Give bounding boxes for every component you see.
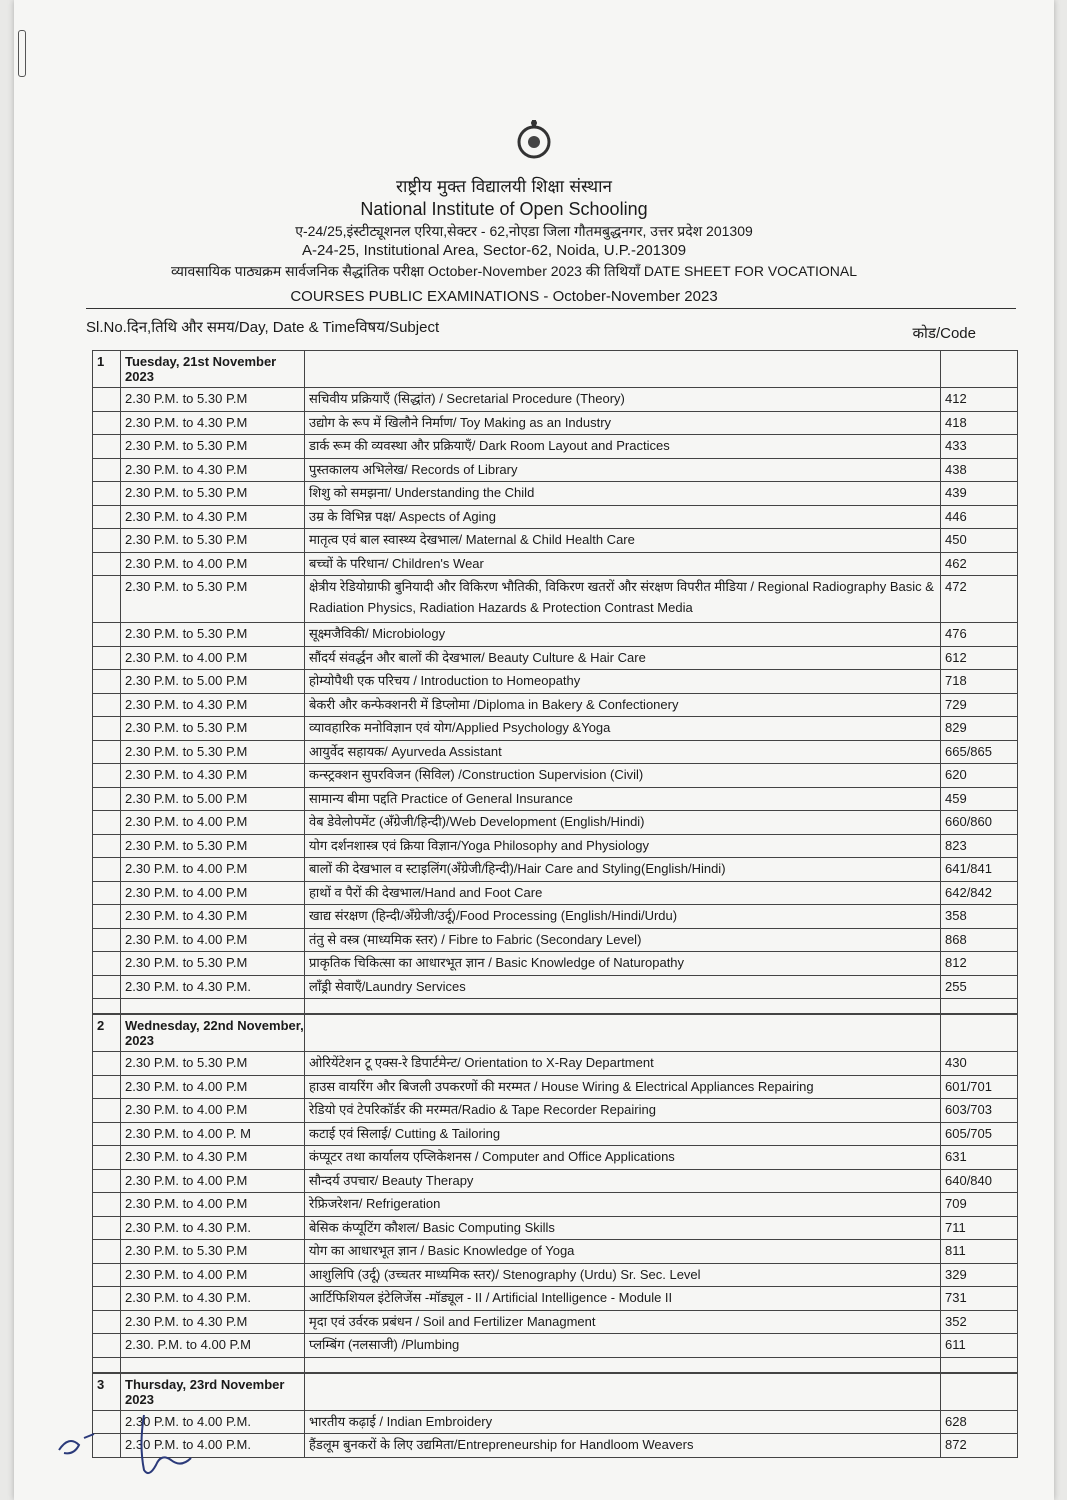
subject-code: 476	[940, 623, 1018, 646]
exam-row	[92, 1217, 1018, 1241]
exam-time: 2.30 P.M. to 4.30 P.M	[120, 694, 304, 717]
exam-time: 2.30 P.M. to 5.30 P.M	[120, 435, 304, 458]
exam-subject: बेकरी और कन्फेक्शनरी में डिप्लोमा /Diploma in Bakery & Confectionery	[304, 694, 940, 717]
document-page	[14, 0, 1054, 1500]
exam-subject: प्राकृतिक चिकित्सा का आधारभूत ज्ञान / Basic Knowledge of Naturopathy	[304, 952, 940, 975]
column-header-left: Sl.No.दिन,तिथि और समय/Day, Date & Timeविषय/Subject	[86, 319, 440, 336]
subject-code: 642/842	[940, 882, 1018, 905]
exam-time: 2.30 P.M. to 5.30 P.M	[120, 576, 304, 622]
serial-cell-empty	[92, 976, 120, 999]
serial-cell-empty	[92, 1052, 120, 1075]
address-english: A-24-25, Institutional Area, Sector-62, Noida, U.P.-201309	[301, 242, 687, 259]
serial-cell-empty	[92, 858, 120, 881]
subject-code: 731	[940, 1287, 1018, 1310]
serial-cell-empty	[92, 1099, 120, 1122]
exam-time: 2.30 P.M. to 4.30 P.M	[120, 1146, 304, 1169]
subject-code: 329	[940, 1264, 1018, 1287]
exam-row	[92, 1434, 1018, 1458]
subject-code: 718	[940, 670, 1018, 693]
column-headers	[86, 308, 1016, 342]
subject-code: 412	[940, 388, 1018, 411]
exam-time: 2.30 P.M. to 4.30 P.M	[120, 412, 304, 435]
serial-number: 1	[92, 351, 120, 387]
subject-code: 446	[940, 506, 1018, 529]
serial-cell-empty	[92, 717, 120, 740]
exam-subject: उम्र के विभिन्न पक्ष/ Aspects of Aging	[304, 506, 940, 529]
serial-cell-empty	[92, 506, 120, 529]
exam-subject: सौंदर्य संवर्द्धन और बालों की देखभाल/ Beauty Culture & Hair Care	[304, 647, 940, 670]
exam-subject: योग दर्शनशास्त्र एवं क्रिया विज्ञान/Yoga Philosophy and Physiology	[304, 835, 940, 858]
serial-cell-empty	[92, 435, 120, 458]
exam-subject: पुस्तकालय अभिलेख/ Records of Library	[304, 459, 940, 482]
code-cell-empty	[940, 351, 1018, 387]
exam-row	[92, 412, 1018, 436]
exam-day-date: Wednesday, 22nd November, 2023	[120, 1015, 304, 1051]
exam-day-date: Thursday, 23rd November 2023	[120, 1374, 304, 1410]
exam-subject: उद्योग के रूप में खिलौने निर्माण/ Toy Making as an Industry	[304, 412, 940, 435]
subject-code: 358	[940, 905, 1018, 928]
exam-row	[92, 647, 1018, 671]
exam-time: 2.30 P.M. to 4.00 P.M	[120, 553, 304, 576]
serial-cell-empty	[92, 1264, 120, 1287]
exam-subject: लॉंड्री सेवाएँ/Laundry Services	[304, 976, 940, 999]
day-separator	[92, 1358, 1018, 1373]
serial-cell-empty	[92, 459, 120, 482]
subject-code: 729	[940, 694, 1018, 717]
exam-row	[92, 506, 1018, 530]
subject-code: 462	[940, 553, 1018, 576]
day-header-row	[92, 1373, 1018, 1411]
exam-subject: क्षेत्रीय रेडियोग्राफी बुनियादी और विकिरण भौतिकी, विकिरण खतरों और संरक्षण विपरीत मीडिया / Regional Radiography Basic & Radiation Physics, Radiation Hazards & Protection Contrast Media	[304, 576, 940, 622]
exam-row	[92, 1193, 1018, 1217]
exam-time: 2.30 P.M. to 4.00 P.M	[120, 1076, 304, 1099]
exam-subject: तंतु से वस्त्र (माध्यमिक स्तर) / Fibre to Fabric (Secondary Level)	[304, 929, 940, 952]
exam-subject: खाद्य संरक्षण (हिन्दी/अँग्रेजी/उर्दू)/Food Processing (English/Hindi/Urdu)	[304, 905, 940, 928]
exam-row	[92, 717, 1018, 741]
subject-cell-empty	[304, 351, 940, 387]
exam-subject: प्लम्बिंग (नलसाजी) /Plumbing	[304, 1334, 940, 1357]
serial-cell-empty	[92, 1311, 120, 1334]
serial-cell-empty	[92, 835, 120, 858]
serial-cell-empty	[92, 1334, 120, 1357]
exam-row	[92, 1240, 1018, 1264]
exam-row	[92, 529, 1018, 553]
exam-time: 2.30 P.M. to 4.00 P.M	[120, 1170, 304, 1193]
exam-time: 2.30 P.M. to 4.00 P.M	[120, 1193, 304, 1216]
exam-row	[92, 576, 1018, 623]
day-separator	[92, 999, 1018, 1014]
exam-subject: व्यावहारिक मनोविज्ञान एवं योग/Applied Psychology &Yoga	[304, 717, 940, 740]
datesheet-table	[92, 350, 1018, 1458]
column-header-code: कोड/Code	[912, 325, 976, 342]
subject-code: 439	[940, 482, 1018, 505]
exam-time: 2.30 P.M. to 5.30 P.M	[120, 741, 304, 764]
code-cell-empty	[940, 1374, 1018, 1410]
exam-time: 2.30 P.M. to 4.30 P.M.	[120, 1217, 304, 1240]
separator-cell	[304, 1358, 940, 1372]
serial-number: 3	[92, 1374, 120, 1410]
serial-cell-empty	[92, 1240, 120, 1263]
subject-code: 640/840	[940, 1170, 1018, 1193]
day-header-row	[92, 1014, 1018, 1052]
exam-time: 2.30 P.M. to 5.30 P.M	[120, 1052, 304, 1075]
exam-time: 2.30 P.M. to 4.00 P.M.	[120, 1434, 304, 1457]
exam-time: 2.30 P.M. to 4.00 P. M	[120, 1123, 304, 1146]
subject-code: 711	[940, 1217, 1018, 1240]
exam-row	[92, 835, 1018, 859]
subject-code: 418	[940, 412, 1018, 435]
subject-code: 255	[940, 976, 1018, 999]
exam-subject: आयुर्वेद सहायक/ Ayurveda Assistant	[304, 741, 940, 764]
exam-row	[92, 1287, 1018, 1311]
exam-time: 2.30 P.M. to 4.30 P.M	[120, 506, 304, 529]
exam-row	[92, 952, 1018, 976]
exam-subject: रेडियो एवं टेपरिकॉर्डर की मरम्मत/Radio & Tape Recorder Repairing	[304, 1099, 940, 1122]
exam-row	[92, 1146, 1018, 1170]
exam-time: 2.30 P.M. to 4.30 P.M.	[120, 976, 304, 999]
handwritten-signature	[54, 1410, 194, 1480]
exam-row	[92, 482, 1018, 506]
exam-row	[92, 1264, 1018, 1288]
exam-row	[92, 1170, 1018, 1194]
subject-code: 812	[940, 952, 1018, 975]
exam-row	[92, 388, 1018, 412]
exam-subject: बच्चों के परिधान/ Children's Wear	[304, 553, 940, 576]
exam-row	[92, 1123, 1018, 1147]
exam-time: 2.30 P.M. to 5.00 P.M	[120, 670, 304, 693]
exam-time: 2.30 P.M. to 4.00 P.M	[120, 647, 304, 670]
exam-time: 2.30 P.M. to 5.30 P.M	[120, 835, 304, 858]
exam-row	[92, 1334, 1018, 1358]
exam-row	[92, 670, 1018, 694]
exam-subject: रेफ्रिजरेशन/ Refrigeration	[304, 1193, 940, 1216]
institute-name-hindi: राष्ट्रीय मुक्त विद्यालयी शिक्षा संस्थान	[396, 177, 612, 197]
exam-row	[92, 1311, 1018, 1335]
exam-subject: शिशु को समझना/ Understanding the Child	[304, 482, 940, 505]
exam-time: 2.30 P.M. to 4.00 P.M	[120, 882, 304, 905]
exam-row	[92, 882, 1018, 906]
exam-subject: ओरियेंटेशन टू एक्स-रे डिपार्टमेन्ट/ Orientation to X-Ray Department	[304, 1052, 940, 1075]
exam-time: 2.30. P.M. to 4.00 P.M	[120, 1334, 304, 1357]
exam-time: 2.30 P.M. to 5.00 P.M	[120, 788, 304, 811]
exam-time: 2.30 P.M. to 5.30 P.M	[120, 717, 304, 740]
subject-code: 829	[940, 717, 1018, 740]
subject-code: 612	[940, 647, 1018, 670]
exam-time: 2.30 P.M. to 4.30 P.M	[120, 905, 304, 928]
subject-code: 438	[940, 459, 1018, 482]
separator-cell	[304, 999, 940, 1013]
exam-time: 2.30 P.M. to 5.30 P.M	[120, 482, 304, 505]
exam-subject: सचिवीय प्रक्रियाएँ (सिद्धांत) / Secretarial Procedure (Theory)	[304, 388, 940, 411]
exam-row	[92, 1076, 1018, 1100]
subject-code: 641/841	[940, 858, 1018, 881]
serial-cell-empty	[92, 670, 120, 693]
subject-code: 709	[940, 1193, 1018, 1216]
serial-cell-empty	[92, 576, 120, 622]
serial-cell-empty	[92, 882, 120, 905]
serial-cell-empty	[92, 741, 120, 764]
exam-row	[92, 929, 1018, 953]
serial-cell-empty	[92, 952, 120, 975]
code-cell-empty	[940, 1015, 1018, 1051]
exam-time: 2.30 P.M. to 4.00 P.M	[120, 1264, 304, 1287]
subject-code: 811	[940, 1240, 1018, 1263]
exam-subject: सौन्दर्य उपचार/ Beauty Therapy	[304, 1170, 940, 1193]
subject-code: 631	[940, 1146, 1018, 1169]
subject-code: 605/705	[940, 1123, 1018, 1146]
exam-subject: होम्योपैथी एक परिचय / Introduction to Homeopathy	[304, 670, 940, 693]
subject-code: 430	[940, 1052, 1018, 1075]
exam-row	[92, 788, 1018, 812]
exam-subject: डार्क रूम की व्यवस्था और प्रक्रियाएँ/ Dark Room Layout and Practices	[304, 435, 940, 458]
exam-time: 2.30 P.M. to 5.30 P.M	[120, 623, 304, 646]
exam-subject: मातृत्व एवं बाल स्वास्थ्य देखभाल/ Maternal & Child Health Care	[304, 529, 940, 552]
serial-cell-empty	[92, 647, 120, 670]
institute-name-english: National Institute of Open Schooling	[360, 199, 648, 219]
exam-row	[92, 459, 1018, 483]
separator-cell	[92, 1358, 120, 1372]
exam-subject: कटाई एवं सिलाई/ Cutting & Tailoring	[304, 1123, 940, 1146]
exam-time: 2.30 P.M. to 4.30 P.M	[120, 1311, 304, 1334]
exam-subject: योग का आधारभूत ज्ञान / Basic Knowledge of Yoga	[304, 1240, 940, 1263]
exam-subject: वेब डेवेलोपमेंट (अँग्रेजी/हिन्दी)/Web Development (English/Hindi)	[304, 811, 940, 834]
separator-cell	[92, 999, 120, 1013]
separator-cell	[940, 999, 1018, 1013]
exam-time: 2.30 P.M. to 5.30 P.M	[120, 388, 304, 411]
binder-hole-mark	[18, 30, 26, 77]
exam-time: 2.30 P.M. to 5.30 P.M	[120, 1240, 304, 1263]
exam-row	[92, 694, 1018, 718]
serial-cell-empty	[92, 1217, 120, 1240]
exam-row	[92, 435, 1018, 459]
serial-cell-empty	[92, 623, 120, 646]
exam-subject: हैंडलूम बुनकरों के लिए उद्यमिता/Entrepreneurship for Handloom Weavers	[304, 1434, 940, 1457]
separator-cell	[120, 999, 304, 1013]
exam-row	[92, 1411, 1018, 1435]
exam-day-date: Tuesday, 21st November 2023	[120, 351, 304, 387]
exam-row	[92, 905, 1018, 929]
subject-code: 872	[940, 1434, 1018, 1457]
subject-code: 433	[940, 435, 1018, 458]
serial-cell-empty	[92, 388, 120, 411]
exam-row	[92, 553, 1018, 577]
subject-code: 660/860	[940, 811, 1018, 834]
serial-cell-empty	[92, 764, 120, 787]
exam-subject: सामान्य बीमा पद्दति Practice of General Insurance	[304, 788, 940, 811]
subject-code: 450	[940, 529, 1018, 552]
subject-code: 868	[940, 929, 1018, 952]
address-hindi: ए-24/25,इंस्टीट्यूशनल एरिया,सेक्टर - 62,नोएडा जिला गौतमबुद्धनगर, उत्तर प्रदेश 201309	[295, 223, 753, 239]
day-header-row	[92, 350, 1018, 388]
subject-code: 472	[940, 576, 1018, 622]
exam-row	[92, 764, 1018, 788]
subject-cell-empty	[304, 1015, 940, 1051]
exam-row	[92, 1099, 1018, 1123]
exam-subject: कंप्यूटर तथा कार्यालय एप्लिकेशनस / Computer and Office Applications	[304, 1146, 940, 1169]
exam-time: 2.30 P.M. to 4.00 P.M.	[120, 1411, 304, 1434]
exam-row	[92, 741, 1018, 765]
exam-time: 2.30 P.M. to 5.30 P.M	[120, 952, 304, 975]
exam-subject: हाउस वायरिंग और बिजली उपकरणों की मरम्मत / House Wiring & Electrical Appliances Repairing	[304, 1076, 940, 1099]
exam-row	[92, 976, 1018, 1000]
subject-code: 352	[940, 1311, 1018, 1334]
serial-cell-empty	[92, 905, 120, 928]
exam-time: 2.30 P.M. to 4.00 P.M	[120, 858, 304, 881]
exam-subject: बालों की देखभाल व स्टाइलिंग(अँग्रेजी/हिन्दी)/Hair Care and Styling(English/Hindi)	[304, 858, 940, 881]
serial-cell-empty	[92, 788, 120, 811]
exam-time: 2.30 P.M. to 4.00 P.M	[120, 1099, 304, 1122]
serial-cell-empty	[92, 482, 120, 505]
subject-code: 665/865	[940, 741, 1018, 764]
serial-cell-empty	[92, 1076, 120, 1099]
serial-cell-empty	[92, 1123, 120, 1146]
serial-number: 2	[92, 1015, 120, 1051]
serial-cell-empty	[92, 553, 120, 576]
subject-code: 823	[940, 835, 1018, 858]
datesheet-title-line1: व्यावसायिक पाठ्यक्रम सार्वजनिक सैद्धांतिक परीक्षा October-November 2023 की तिथियाँ DATE SHEET FOR VOCATIONAL	[170, 263, 858, 279]
subject-code: 611	[940, 1334, 1018, 1357]
subject-code: 628	[940, 1411, 1018, 1434]
serial-cell-empty	[92, 1146, 120, 1169]
exam-time: 2.30 P.M. to 4.30 P.M.	[120, 1287, 304, 1310]
serial-cell-empty	[92, 694, 120, 717]
exam-time: 2.30 P.M. to 4.00 P.M	[120, 929, 304, 952]
serial-cell-empty	[92, 929, 120, 952]
subject-code: 601/701	[940, 1076, 1018, 1099]
exam-subject: हाथों व पैरों की देखभाल/Hand and Foot Care	[304, 882, 940, 905]
separator-cell	[120, 1358, 304, 1372]
separator-cell	[940, 1358, 1018, 1372]
exam-row	[92, 811, 1018, 835]
exam-subject: मृदा एवं उर्वरक प्रबंधन / Soil and Fertilizer Managment	[304, 1311, 940, 1334]
exam-subject: आशुलिपि (उर्दू) (उच्चतर माध्यमिक स्तर)/ Stenography (Urdu) Sr. Sec. Level	[304, 1264, 940, 1287]
exam-subject: आर्टिफिशियल इंटेलिजेंस -मॉड्यूल - II / Artificial Intelligence - Module II	[304, 1287, 940, 1310]
exam-time: 2.30 P.M. to 5.30 P.M	[120, 529, 304, 552]
serial-cell-empty	[92, 529, 120, 552]
serial-cell-empty	[92, 412, 120, 435]
subject-code: 459	[940, 788, 1018, 811]
serial-cell-empty	[92, 1170, 120, 1193]
exam-time: 2.30 P.M. to 4.00 P.M	[120, 811, 304, 834]
subject-cell-empty	[304, 1374, 940, 1410]
exam-subject: कन्स्ट्रक्शन सुपरविजन (सिविल) /Construction Supervision (Civil)	[304, 764, 940, 787]
exam-row	[92, 623, 1018, 647]
serial-cell-empty	[92, 1287, 120, 1310]
datesheet-title-line2: COURSES PUBLIC EXAMINATIONS - October-November 2023	[290, 288, 718, 305]
serial-cell-empty	[92, 1193, 120, 1216]
exam-time: 2.30 P.M. to 4.30 P.M	[120, 459, 304, 482]
subject-code: 620	[940, 764, 1018, 787]
exam-time: 2.30 P.M. to 4.30 P.M	[120, 764, 304, 787]
subject-code: 603/703	[940, 1099, 1018, 1122]
serial-cell-empty	[92, 811, 120, 834]
exam-subject: बेसिक कंप्यूटिंग कौशल/ Basic Computing Skills	[304, 1217, 940, 1240]
nios-logo-icon	[514, 118, 554, 162]
exam-subject: सूक्ष्मजैविकी/ Microbiology	[304, 623, 940, 646]
exam-row	[92, 1052, 1018, 1076]
exam-row	[92, 858, 1018, 882]
exam-subject: भारतीय कढ़ाई / Indian Embroidery	[304, 1411, 940, 1434]
